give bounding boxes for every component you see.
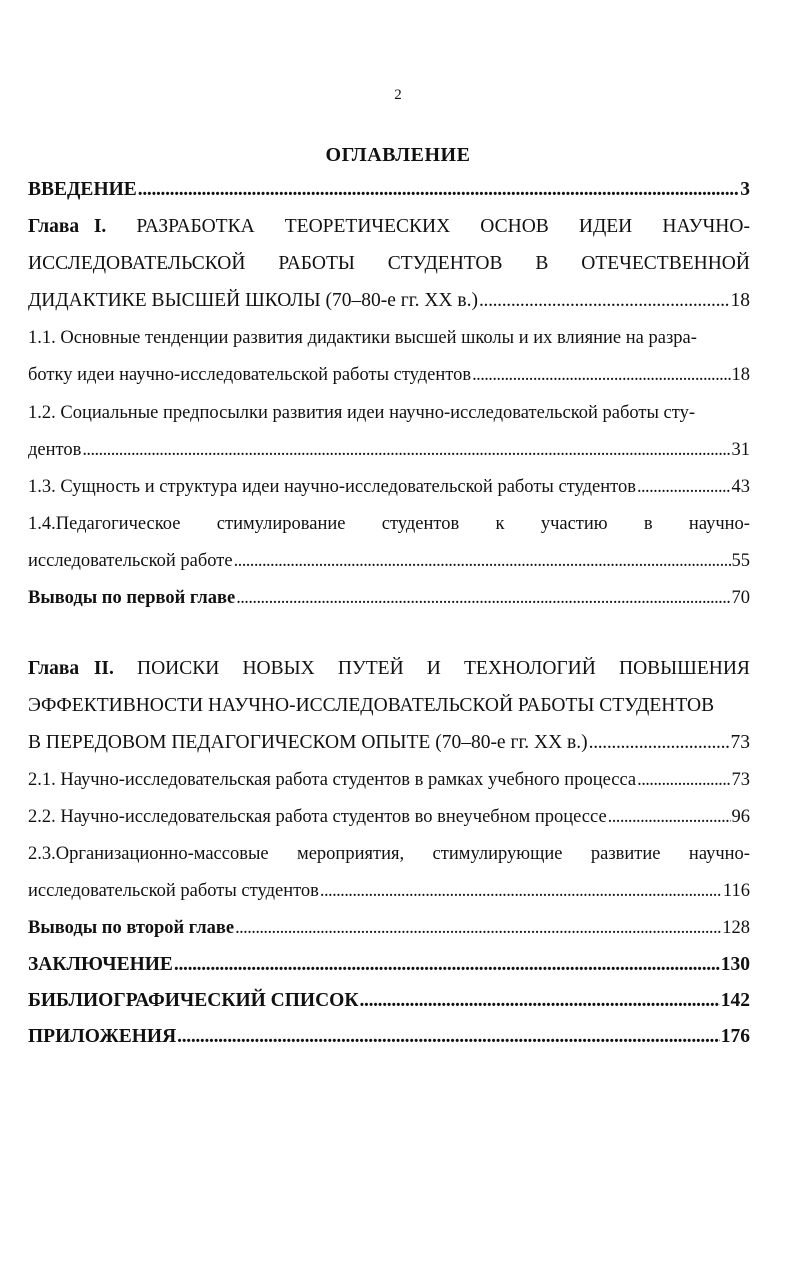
- toc-entry-title: 1.3. Сущность и структура идеи научно-исследовательской работы студентов: [28, 477, 636, 497]
- dot-leader: [359, 988, 719, 1014]
- chapter-word: ТЕОРЕТИЧЕСКИХ: [284, 216, 451, 237]
- chapter-word: НОВЫХ: [242, 658, 315, 679]
- chapter-word: ИССЛЕДОВАТЕЛЬСКОЙ: [28, 253, 246, 274]
- toc-conclusion-2: [28, 915, 750, 941]
- toc-chapter-2-line-1: [28, 656, 750, 682]
- toc-entry-title: ПРИЛОЖЕНИЯ: [28, 1026, 177, 1047]
- toc-word: к: [495, 514, 505, 534]
- toc-section-2-2: [28, 804, 750, 830]
- chapter-word: ИДЕИ: [578, 216, 633, 237]
- chapter-word: ОСНОВ: [480, 216, 549, 237]
- toc-entry-page: 18: [730, 290, 750, 311]
- dot-leader: [472, 362, 730, 388]
- chapter-label: Глава II.: [28, 658, 114, 679]
- toc-entry-title: 2.1. Научно-исследовательская работа студентов в рамках учебного процесса: [28, 770, 637, 790]
- dot-leader: [637, 474, 731, 500]
- dot-leader: [177, 1024, 720, 1050]
- toc-entry-title: ЗАКЛЮЧЕНИЕ: [28, 954, 173, 975]
- toc-section-1-2-line-1: [28, 400, 750, 426]
- dot-leader: [608, 804, 731, 830]
- dot-leader: [236, 585, 730, 611]
- dot-leader: [235, 915, 721, 941]
- toc-word: научно-: [688, 844, 750, 864]
- toc-section-2-1: [28, 767, 750, 793]
- chapter-word: НАУЧНО-: [662, 216, 750, 237]
- toc-entry-page: 116: [722, 881, 750, 901]
- toc-word: научно-: [688, 514, 750, 534]
- toc-word: развитие: [590, 844, 661, 864]
- dot-leader: [479, 288, 730, 314]
- toc-word: студентов: [381, 514, 460, 534]
- toc-entry-title: ВВЕДЕНИЕ: [28, 179, 137, 200]
- toc-entry-page: 130: [720, 954, 750, 975]
- toc-entry-page: 142: [720, 990, 750, 1011]
- toc-section-1-4-line-1: [28, 511, 750, 537]
- toc-chapter-2-line-2: [28, 693, 750, 719]
- dot-leader: [138, 177, 739, 203]
- chapter-word: СТУДЕНТОВ: [387, 253, 503, 274]
- toc-entry-title: исследовательской работы студентов: [28, 881, 319, 901]
- toc-word: 1.4.Педагогическое: [28, 514, 181, 534]
- toc-entry-title: дентов: [28, 440, 82, 460]
- toc-word: в: [643, 514, 653, 534]
- toc-word: стимулирование: [216, 514, 346, 534]
- dot-leader: [82, 437, 730, 463]
- chapter-label: Глава I.: [28, 216, 107, 237]
- toc-entry-page: 31: [731, 440, 750, 460]
- toc-section-1-1-line-1: [28, 325, 750, 351]
- toc-entry-page: 128: [722, 918, 750, 938]
- dot-leader: [637, 767, 730, 793]
- toc-chapter-2-line-3: [28, 730, 750, 756]
- chapter-word: ТЕХНОЛОГИЙ: [464, 658, 596, 679]
- toc-entry-title: ЭФФЕКТИВНОСТИ НАУЧНО-ИССЛЕДОВАТЕЛЬСКОЙ РАБОТЫ СТУДЕНТОВ: [28, 695, 715, 716]
- chapter-word: ПУТЕЙ: [337, 658, 404, 679]
- toc-entry-page: 43: [731, 477, 750, 497]
- chapter-word: ПОИСКИ: [137, 658, 220, 679]
- toc-section-2-3-line-1: [28, 841, 750, 867]
- chapter-word: И: [426, 658, 441, 679]
- toc-entry-title: ботку идеи научно-исследовательской работы студентов: [28, 365, 472, 385]
- toc-entry-conclusion: [28, 952, 750, 978]
- toc-section-1-2-line-2: [28, 437, 750, 463]
- toc-entry-title: 1.1. Основные тенденции развития дидактики высшей школы и их влияние на разра-: [28, 328, 697, 348]
- toc-word: мероприятия,: [297, 844, 405, 864]
- dot-leader: [589, 730, 730, 756]
- toc-entry-page: 18: [731, 365, 750, 385]
- toc-entry-title: исследовательской работе: [28, 551, 233, 571]
- chapter-word: ОТЕЧЕСТВЕННОЙ: [581, 253, 750, 274]
- dot-leader: [174, 952, 720, 978]
- toc-entry-title: Выводы по второй главе: [28, 918, 235, 938]
- toc-word: 2.3.Организационно-массовые: [28, 844, 269, 864]
- toc-entry-bibliography: [28, 988, 750, 1014]
- toc-entry-page: 3: [740, 179, 750, 200]
- toc-entry-title: ДИДАКТИКЕ ВЫСШЕЙ ШКОЛЫ (70–80-е гг. XX в.): [28, 290, 478, 311]
- toc-entry-title: В ПЕРЕДОВОМ ПЕДАГОГИЧЕСКОМ ОПЫТЕ (70–80-е гг. XX в.): [28, 732, 588, 753]
- toc-heading: ОГЛАВЛЕНИЕ: [325, 144, 471, 166]
- toc-entry-appendices: [28, 1024, 750, 1050]
- chapter-word: ПОВЫШЕНИЯ: [618, 658, 750, 679]
- chapter-word: РАБОТЫ: [278, 253, 355, 274]
- toc-entry-title: 2.2. Научно-исследовательская работа студентов во внеучебном процессе: [28, 807, 607, 827]
- chapter-word: В: [535, 253, 549, 274]
- toc-entry-page: 70: [731, 588, 750, 608]
- toc-entry-title: БИБЛИОГРАФИЧЕСКИЙ СПИСОК: [28, 990, 359, 1011]
- toc-chapter-1-line-2: [28, 251, 750, 277]
- toc-entry-page: 176: [720, 1026, 750, 1047]
- chapter-word: РАЗРАБОТКА: [136, 216, 255, 237]
- toc-conclusion-1: [28, 585, 750, 611]
- toc-section-1-1-line-2: [28, 362, 750, 388]
- toc-word: участию: [540, 514, 608, 534]
- toc-section-1-4-line-2: [28, 548, 750, 574]
- page-number: 2: [394, 87, 402, 103]
- toc-chapter-1-line-1: [28, 214, 750, 240]
- toc-entry-page: 73: [731, 770, 750, 790]
- toc-entry-page: 73: [730, 732, 750, 753]
- toc-chapter-1-line-3: [28, 288, 750, 314]
- dot-leader: [320, 878, 722, 904]
- dot-leader: [234, 548, 731, 574]
- toc-entry-page: 96: [731, 807, 750, 827]
- toc-entry-page: 55: [731, 551, 750, 571]
- toc-word: стимулирующие: [432, 844, 563, 864]
- toc-entry-title: Выводы по первой главе: [28, 588, 236, 608]
- toc-section-1-3: [28, 474, 750, 500]
- toc-section-2-3-line-2: [28, 878, 750, 904]
- toc-entry-intro: [28, 177, 750, 203]
- toc-entry-title: 1.2. Социальные предпосылки развития идеи научно-исследовательской работы сту-: [28, 403, 696, 423]
